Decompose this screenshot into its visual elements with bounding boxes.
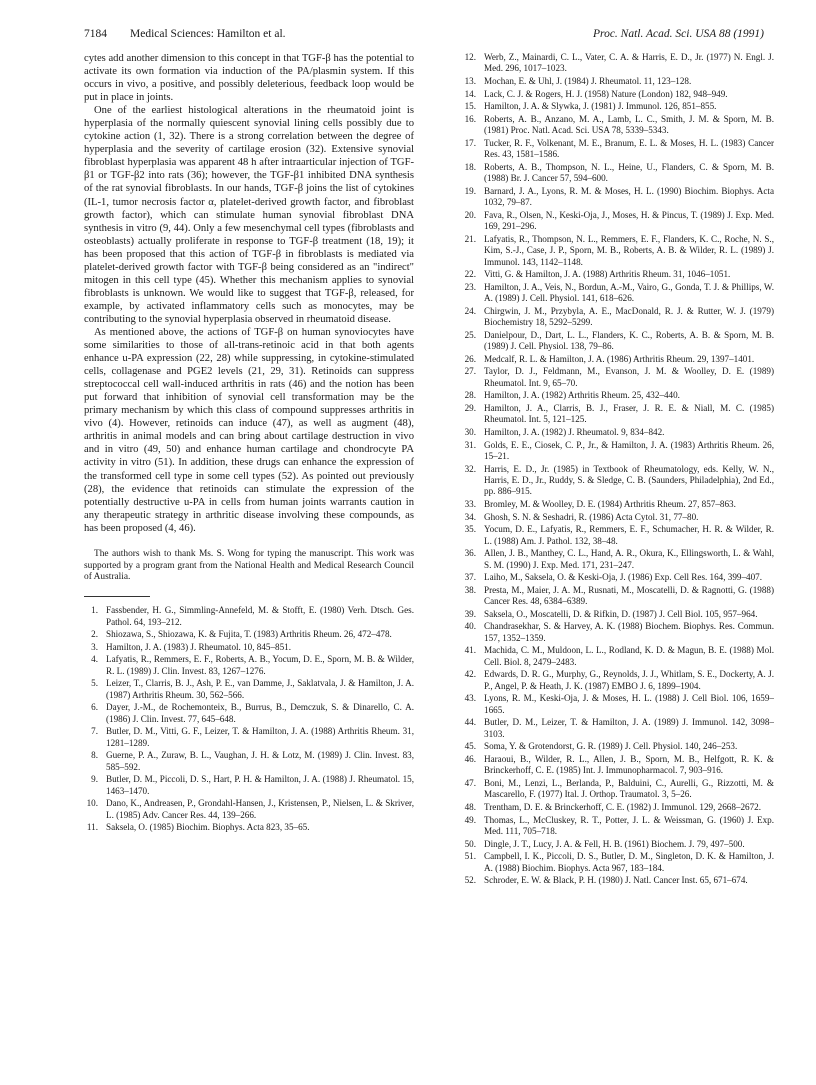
reference-number: 1. (91, 605, 98, 616)
reference-item (462, 89, 774, 100)
reference-text: Mochan, E. & Uhl, J. (1984) J. Rheumatol. 11, 123–128. (484, 76, 692, 86)
reference-number: 32. (464, 463, 476, 474)
acknowledgment: The authors wish to thank Ms. S. Wong for typing the manuscript. This work was supported by a program grant from the National Health and Medical Research Council of Australia. (84, 548, 414, 583)
reference-item (462, 162, 774, 185)
reference-text: Butler, D. M., Leizer, T. & Hamilton, J. A. (1989) J. Immunol. 142, 3098–3103. (484, 717, 774, 739)
reference-number: 22. (464, 269, 476, 280)
right-column (462, 52, 774, 888)
reference-item (462, 366, 774, 389)
reference-number: 47. (464, 777, 476, 788)
reference-text: Lyons, R. M., Keski-Oja, J. & Moses, H. L. (1988) J. Cell Biol. 106, 1659–1665. (484, 693, 774, 715)
reference-item (462, 390, 774, 401)
reference-text: Saksela, O. (1985) Biochim. Biophys. Acta 823, 35–65. (106, 822, 310, 833)
reference-text: Haraoui, B., Wilder, R. L., Allen, J. B., Sporn, M. B., Helfgott, R. K. & Brinckerhoff, C. E. (1985) Int. J. Immunopharmacol. 7, 903–916. (484, 753, 774, 776)
reference-number: 50. (464, 838, 476, 849)
reference-number: 20. (464, 209, 476, 220)
reference-list-right (462, 52, 774, 887)
reference-text: Boni, M., Lenzi, L., Berlanda, P., Balduini, C., Aurelli, G., Rizzotti, M. & Mascarello, F. (1977) Ital. J. Orthop. Traumatol. 3, 5–26. (484, 777, 774, 800)
reference-item (462, 282, 774, 305)
reference-item (462, 427, 774, 438)
reference-item (462, 330, 774, 353)
reference-item (84, 642, 414, 653)
reference-text: Vitti, G. & Hamilton, J. A. (1988) Arthritis Rheum. 31, 1046–1051. (484, 269, 731, 280)
reference-item (462, 802, 774, 813)
reference-text: Fava, R., Olsen, N., Keski-Oja, J., Moses, H. & Pincus, T. (1989) J. Exp. Med. 169, 291–296. (484, 209, 774, 232)
reference-text: Bromley, M. & Woolley, D. E. (1984) Arthritis Rheum. 27, 857–863. (484, 498, 736, 509)
reference-item (462, 572, 774, 583)
reference-number: 19. (464, 185, 476, 196)
reference-number: 29. (464, 402, 476, 413)
reference-item (462, 669, 774, 692)
reference-text: Saksela, O., Moscatelli, D. & Rifkin, D. (1987) J. Cell Biol. 105, 957–964. (484, 608, 758, 619)
reference-item (462, 548, 774, 571)
reference-item (462, 138, 774, 161)
reference-item (462, 269, 774, 280)
reference-item (462, 186, 774, 209)
reference-text: Dingle, J. T., Lucy, J. A. & Fell, H. B. (1961) Biochem. J. 79, 497–500. (484, 838, 745, 849)
reference-item (462, 76, 774, 87)
reference-item (462, 851, 774, 874)
reference-item (84, 750, 414, 773)
reference-item (462, 839, 774, 850)
reference-list-left (84, 605, 414, 834)
reference-text: Laiho, M., Saksela, O. & Keski-Oja, J. (1986) Exp. Cell Res. 164, 399–407. (484, 572, 763, 583)
body-paragraph: As mentioned above, the actions of TGF-β on human synoviocytes have some similarities to those of all-trans-retinoic acid in that both agents enhance u-PA expression (22, 28) while suppressing, in cytokine-stimulated cells, collagenase and PGE2 levels (21, 29, 31). Retinoids can suppress streptococcal cell wall-induced arthritis in rats (46) and the notion has been put forward that inhibition of synovial cell transformation may be the primary mechanism by which this class of compound suppresses arthritis in vivo (4). However, retinoids can induce (47), as well as augment (48), arthritis in animal models and can bring about cartilage destruction in vivo and in vitro (49, 50) and enhance human cartilage and chondrocyte PA activity in vitro (51). In addition, these drugs can enhance the expression of the transformed cell type in some cell types (52). As pointed out previously (28), the evidence that retinoids can stimulate the expression of the potentially destructive u-PA in cells from human joints warrants caution in any therapeutic strategy in arthritic disease involving these compounds, as has been proposed (4, 46). (84, 326, 414, 534)
reference-item (462, 585, 774, 608)
reference-item (462, 875, 774, 886)
reference-item (462, 499, 774, 510)
running-title: Medical Sciences: Hamilton et al. (130, 28, 286, 40)
reference-number: 3. (91, 641, 98, 652)
reference-number: 16. (464, 113, 476, 124)
reference-item (462, 693, 774, 716)
reference-number: 6. (91, 702, 98, 713)
reference-number: 51. (464, 851, 476, 862)
reference-number: 21. (464, 233, 476, 244)
reference-text: Taylor, D. J., Feldmann, M., Evanson, J. M. & Woolley, D. E. (1989) Rheumatol. Int. 9, 65–70. (484, 366, 774, 388)
body-paragraph: One of the earliest histological alterations in the rheumatoid joint is hyperplasia of the normally quiescent synovial lining cells possibly due to cytokine action (1, 32). There is a strong correlation between the degree of hyperplasia and the severity of cartilage erosion (32). Extensive synovial fibroblast hyperplasia was apparent 48 h after intraarticular injection of TGF-β1 or TGF-β2 into rats (36); however, the TGF-β1 inhibited DNA synthesis of the rat synovial fibroblasts. In our hands, TGF-β joins the list of cytokines (IL-1, tumor necrosis factor α, platelet-derived growth factor, and fibroblast growth factor), which can stimulate human synovial fibroblast DNA synthesis in vitro (9, 44). Only a few mesenchymal cell types (fibroblasts and osteoblasts) actually proliferate in response to TGF-β treatment (18, 19); it has been proposed that this action of TGF-β in fibroblasts is mediated via platelet-derived growth factor with TGF-β being considered as an "indirect" mitogen in this cell type (45). Whether this mechanism applies to synovial fibroblasts is unknown. We would like to suggest that TGF-β, released, for example, by activated inflammatory cells such as monocytes, may be contributing to the synovial hyperplasia observed in rheumatoid disease. (84, 105, 414, 325)
reference-text: Ghosh, S. N. & Seshadri, R. (1986) Acta Cytol. 31, 77–80. (484, 511, 699, 522)
reference-number: 10. (86, 798, 98, 809)
reference-item (462, 234, 774, 268)
reference-number: 46. (464, 753, 476, 764)
reference-item (462, 621, 774, 644)
reference-number: 37. (464, 572, 476, 583)
reference-item (462, 52, 774, 75)
reference-number: 13. (464, 76, 476, 86)
reference-text: Fassbender, H. G., Simmling-Annefeld, M. & Stofft, E. (1980) Verh. Dtsch. Ges. Pathol. 64, 193–212. (106, 605, 414, 627)
reference-item (462, 754, 774, 777)
reference-text: Machida, C. M., Muldoon, L. L., Rodland, K. D. & Magun, B. E. (1988) Mol. Cell. Biol. 8, 2479–2483. (484, 645, 774, 667)
reference-item (462, 741, 774, 752)
reference-number: 23. (464, 281, 476, 292)
reference-text: Barnard, J. A., Lyons, R. M. & Moses, H. L. (1990) Biochim. Biophys. Acta 1032, 79–87. (484, 185, 774, 208)
reference-item (462, 210, 774, 233)
reference-text: Trentham, D. E. & Brinckerhoff, C. E. (1982) J. Immunol. 129, 2668–2672. (484, 801, 762, 812)
reference-item (84, 726, 414, 749)
reference-number: 40. (464, 621, 476, 632)
reference-item (84, 702, 414, 725)
reference-text: Hamilton, J. A. (1983) J. Rheumatol. 10, 845–851. (106, 641, 292, 652)
reference-item (84, 605, 414, 628)
reference-number: 26. (464, 353, 476, 364)
reference-number: 8. (91, 750, 98, 761)
reference-text: Dayer, J.-M., de Rochemonteix, B., Burrus, B., Demczuk, S. & Dinarello, C. A. (1986) J. Clin. Invest. 77, 645–648. (106, 702, 414, 724)
reference-text: Chirgwin, J. M., Przybyla, A. E., MacDonald, R. J. & Rutter, W. J. (1979) Biochemistry 18, 5292–5299. (484, 305, 774, 328)
reference-number: 2. (91, 629, 98, 640)
reference-text: Danielpour, D., Dart, L. L., Flanders, K. C., Roberts, A. B. & Sporn, M. B. (1989) J. Cell. Physiol. 138, 79–86. (484, 329, 774, 352)
reference-item (462, 114, 774, 137)
reference-text: Tucker, R. F., Volkenant, M. E., Branum, E. L. & Moses, H. L. (1983) Cancer Res. 43, 1581–1586. (484, 137, 774, 160)
reference-number: 11. (86, 822, 98, 833)
reference-item (84, 822, 414, 833)
reference-number: 45. (464, 741, 476, 752)
reference-item (462, 464, 774, 498)
reference-item (462, 645, 774, 668)
reference-text: Edwards, D. R. G., Murphy, G., Reynolds, J. J., Whitlam, S. E., Dockerty, A. J. P., Angel, P. & Heath, J. K. (1987) EMBO J. 6, 1899–1904. (484, 669, 774, 691)
reference-number: 9. (91, 774, 98, 785)
reference-number: 24. (464, 305, 476, 316)
reference-text: Presta, M., Maier, J. A. M., Rusnati, M., Moscatelli, D. & Ragnotti, G. (1988) Cancer Res. 48, 6384–6389. (484, 584, 774, 607)
reference-number: 49. (464, 814, 476, 825)
reference-text: Soma, Y. & Grotendorst, G. R. (1989) J. Cell. Physiol. 140, 246–253. (484, 741, 738, 752)
reference-number: 31. (464, 439, 476, 450)
reference-number: 27. (464, 366, 476, 377)
reference-item (462, 609, 774, 620)
reference-text: Leizer, T., Clarris, B. J., Ash, P. E., van Damme, J., Saklatvala, J. & Hamilton, J. A. (1987) Arthritis Rheum. 30, 562–566. (106, 678, 414, 700)
reference-item (462, 306, 774, 329)
reference-item (462, 354, 774, 365)
page-number: 7184 (84, 28, 107, 40)
reference-item (462, 403, 774, 426)
reference-number: 5. (91, 678, 98, 689)
reference-text: Roberts, A. B., Thompson, N. L., Heine, U., Flanders, C. & Sporn, M. B. (1988) Br. J. Cancer 57, 594–600. (484, 161, 774, 184)
reference-text: Dano, K., Andreasen, P., Grondahl-Hansen, J., Kristensen, P., Nielsen, L. & Skriver, L. (1985) Adv. Cancer Res. 44, 139–266. (106, 798, 414, 820)
reference-text: Chandrasekhar, S. & Harvey, A. K. (1988) Biochem. Biophys. Res. Commun. 157, 1352–1359. (484, 621, 774, 643)
reference-number: 14. (464, 88, 476, 99)
reference-text: Roberts, A. B., Anzano, M. A., Lamb, L. C., Smith, J. M. & Sporn, M. B. (1981) Proc. Natl. Acad. Sci. USA 78, 5339–5343. (484, 113, 774, 136)
reference-text: Thomas, L., McCluskey, R. T., Potter, J. L. & Weissman, G. (1960) J. Exp. Med. 111, 705–718. (484, 814, 774, 836)
reference-item (84, 798, 414, 821)
reference-text: Lafyatis, R., Thompson, N. L., Remmers, E. F., Flanders, K. C., Roche, N. S., Kim, S.-J., Case, J. P., Sporn, M. B., Roberts, A. B. & Wilder, R. L. (1989) J. Immunol. 143, 1142–1148. (484, 233, 774, 267)
reference-text: Hamilton, J. A. (1982) Arthritis Rheum. 25, 432–440. (484, 390, 680, 401)
reference-number: 34. (464, 511, 476, 522)
reference-text: Golds, E. E., Ciosek, C. P., Jr., & Hamilton, J. A. (1983) Arthritis Rheum. 26, 15–21. (484, 439, 774, 461)
reference-number: 4. (91, 654, 98, 665)
reference-text: Hamilton, J. A. (1982) J. Rheumatol. 9, 834–842. (484, 426, 665, 437)
reference-text: Guerne, P. A., Zuraw, B. L., Vaughan, J. H. & Lotz, M. (1989) J. Clin. Invest. 83, 585–592. (106, 750, 414, 772)
reference-text: Werb, Z., Mainardi, C. L., Vater, C. A. & Harris, E. D., Jr. (1977) N. Engl. J. Med. 296, 1017–1023. (484, 52, 774, 74)
reference-text: Hamilton, J. A., Clarris, B. J., Fraser, J. R. E. & Niall, M. C. (1985) Rheumatol. Int. 5, 121–125. (484, 402, 774, 425)
reference-number: 28. (464, 390, 476, 401)
reference-number: 41. (464, 645, 476, 656)
reference-text: Lafyatis, R., Remmers, E. F., Roberts, A. B., Yocum, D. E., Sporn, M. B. & Wilder, R. L. (1989) J. Clin. Invest. 83, 1267–1276. (106, 654, 414, 676)
reference-number: 18. (464, 161, 476, 172)
reference-number: 17. (464, 137, 476, 148)
reference-text: Schroder, E. W. & Black, P. H. (1980) J. Natl. Cancer Inst. 65, 671–674. (484, 875, 748, 886)
reference-item (84, 654, 414, 677)
journal-citation: Proc. Natl. Acad. Sci. USA 88 (1991) (593, 28, 764, 40)
reference-text: Butler, D. M., Piccoli, D. S., Hart, P. H. & Hamilton, J. A. (1988) J. Rheumatol. 15, 1463–1470. (106, 774, 414, 796)
reference-text: Lack, C. J. & Rogers, H. J. (1958) Nature (London) 182, 948–949. (484, 88, 728, 99)
reference-text: Hamilton, J. A., Veis, N., Bordun, A.-M., Vairo, G., Gonda, T. J. & Phillips, W. A. (1989) J. Cell. Physiol. 141, 618–626. (484, 281, 774, 304)
reference-text: Yocum, D. E., Lafyatis, R., Remmers, E. F., Schumacher, H. R. & Wilder, R. L. (1988) Am. J. Pathol. 132, 38–48. (484, 524, 774, 546)
reference-item (462, 717, 774, 740)
reference-item (462, 778, 774, 801)
reference-number: 33. (464, 498, 476, 509)
reference-item (84, 678, 414, 701)
reference-number: 42. (464, 669, 476, 680)
reference-number: 48. (464, 801, 476, 812)
reference-text: Harris, E. D., Jr. (1985) in Textbook of Rheumatology, eds. Kelly, W. N., Harris, E. D., Jr., Ruddy, S. & Sledge, C. B. (Saunders, Philadelphia), 2nd Ed., pp. 886–915. (484, 463, 774, 497)
reference-number: 25. (464, 329, 476, 340)
reference-item (462, 512, 774, 523)
reference-number: 35. (464, 524, 476, 535)
reference-text: Shiozawa, S., Shiozawa, K. & Fujita, T. (1983) Arthritis Rheum. 26, 472–478. (106, 629, 392, 640)
reference-item (84, 629, 414, 640)
reference-number: 15. (464, 101, 476, 112)
reference-item (84, 774, 414, 797)
reference-text: Hamilton, J. A. & Slywka, J. (1981) J. Immunol. 126, 851–855. (484, 101, 717, 112)
reference-number: 39. (464, 608, 476, 619)
body-paragraph: cytes add another dimension to this concept in that TGF-β has the potential to activate its own formation via induction of the PA/plasmin system. If this occurs in vivo, a positive, and possibly deleterious, feedback loop would be put in place in joints. (84, 53, 414, 104)
reference-number: 36. (464, 548, 476, 559)
reference-text: Butler, D. M., Vitti, G. F., Leizer, T. & Hamilton, J. A. (1988) Arthritis Rheum. 31, 1281–1289. (106, 726, 414, 748)
reference-number: 12. (464, 52, 476, 62)
reference-item (462, 440, 774, 463)
left-column (84, 52, 414, 835)
reference-number: 44. (464, 717, 476, 728)
reference-item (462, 815, 774, 838)
reference-number: 7. (91, 726, 98, 737)
page-header (84, 28, 764, 44)
reference-text: Campbell, I. K., Piccoli, D. S., Butler, D. M., Singleton, D. K. & Hamilton, J. A. (1988) Biochim. Biophys. Acta 967, 183–184. (484, 851, 774, 873)
reference-text: Medcalf, R. L. & Hamilton, J. A. (1986) Arthritis Rheum. 29, 1397–1401. (484, 353, 755, 364)
reference-divider (84, 596, 150, 597)
reference-number: 38. (464, 584, 476, 595)
reference-item (462, 524, 774, 547)
reference-number: 43. (464, 693, 476, 704)
reference-number: 52. (464, 875, 476, 886)
reference-item (462, 101, 774, 112)
reference-number: 30. (464, 426, 476, 437)
reference-text: Allen, J. B., Manthey, C. L., Hand, A. R., Okura, K., Ellingsworth, L. & Wahl, S. M. (1990) J. Exp. Med. 171, 231–247. (484, 548, 774, 570)
